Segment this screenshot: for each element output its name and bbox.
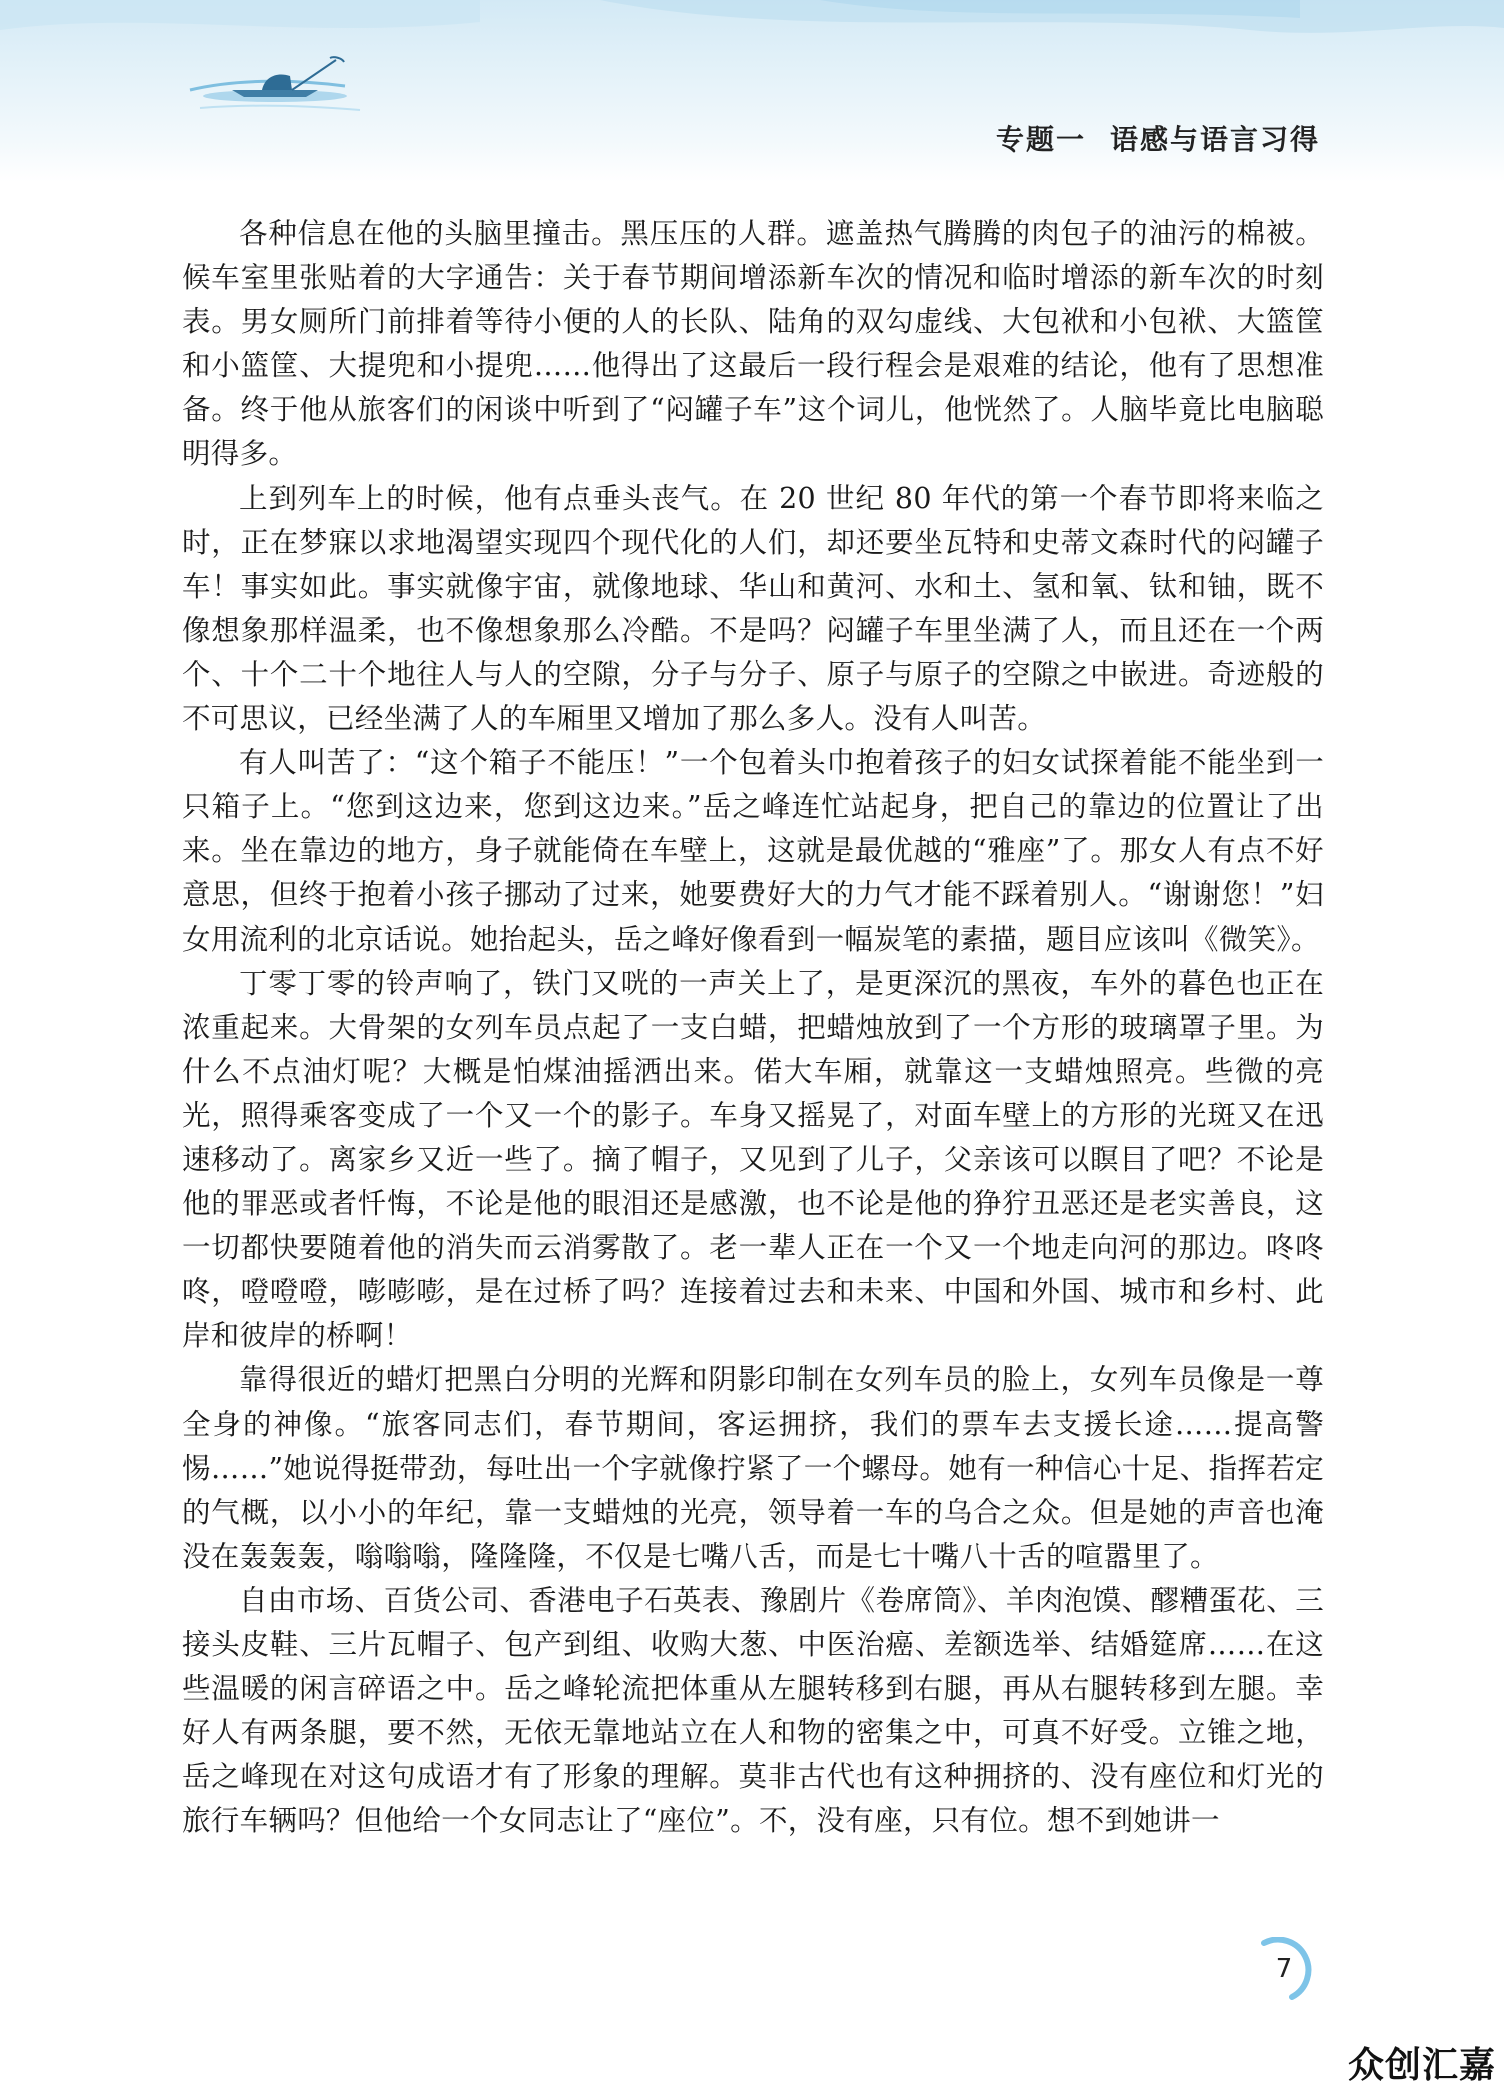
paragraph: 自由市场、百货公司、香港电子石英表、豫剧片《卷席筒》、羊肉泡馍、醪糟蛋花、三接头皮鞋、三片瓦帽子、包产到组、收购大葱、中医治癌、差额选举、结婚筵席……在这些温暖的闲言碎语之中。岳之峰轮流把体重从左腿转移到右腿，再从右腿转移到左腿。幸好人有两条腿，要不然，无依无靠地站立在人和物的密集之中，可真不好受。立锥之地，岳之峰现在对这句成语才有了形象的理解。莫非古代也有这种拥挤的、没有座位和灯光的旅行车辆吗？但他给一个女同志让了“座位”。不，没有座，只有位。想不到她讲一	[182, 1583, 1324, 1838]
page-number: 7	[1275, 1954, 1293, 1984]
chapter-heading	[996, 118, 1320, 158]
watermark: 众创汇嘉	[1347, 2045, 1496, 2086]
paragraph: 有人叫苦了：“这个箱子不能压！”一个包着头巾抱着孩子的妇女试探着能不能坐到一只箱子上。“您到这边来，您到这边来。”岳之峰连忙站起身，把自己的靠边的位置让了出来。坐在靠边的地方，身子就能倚在车壁上，这就是最优越的“雅座”了。那女人有点不好意思，但终于抱着小孩子挪动了过来，她要费好大的力气才能不踩着别人。“谢谢您！”妇女用流利的北京话说。她抬起头，岳之峰好像看到一幅炭笔的素描，题目应该叫《微笑》。	[182, 746, 1324, 956]
paragraph: 丁零丁零的铃声响了，铁门又咣的一声关上了，是更深沉的黑夜，车外的暮色也正在浓重起来。大骨架的女列车员点起了一支白蜡，把蜡烛放到了一个方形的玻璃罩子里。为什么不点油灯呢？大概是怕煤油摇洒出来。偌大车厢，就靠这一支蜡烛照亮。些微的亮光，照得乘客变成了一个又一个的影子。车身又摇晃了，对面车壁上的方形的光斑又在迅速移动了。离家乡又近一些了。摘了帽子，又见到了儿子，父亲该可以瞑目了吧？不论是他的罪恶或者忏悔，不论是他的眼泪还是感激，也不论是他的狰狞丑恶还是老实善良，这一切都快要随着他的消失而云消雾散了。老一辈人正在一个又一个地走向河的那边。咚咚咚，噔噔噔，嘭嘭嘭，是在过桥了吗？连接着过去和未来、中国和外国、城市和乡村、此岸和彼岸的桥啊！	[182, 966, 1324, 1353]
paragraph: 靠得很近的蜡灯把黑白分明的光辉和阴影印制在女列车员的脸上，女列车员像是一尊全身的神像。“旅客同志们，春节期间，客运拥挤，我们的票车去支援长途……提高警惕……”她说得挺带劲，每吐出一个字就像拧紧了一个螺母。她有一种信心十足、指挥若定的气概，以小小的年纪，靠一支蜡烛的光亮，领导着一车的乌合之众。但是她的声音也淹没在轰轰轰，嗡嗡嗡，隆隆隆，不仅是七嘴八舌，而是七十嘴八十舌的喧嚣里了。	[182, 1363, 1324, 1573]
page-number-badge	[1252, 1937, 1316, 2001]
body-text	[182, 212, 1324, 1843]
paragraph: 各种信息在他的头脑里撞击。黑压压的人群。遮盖热气腾腾的肉包子的油污的棉被。候车室里张贴着的大字通告：关于春节期间增添新车次的情况和临时增添的新车次的时刻表。男女厕所门前排着等待小便的人的长队、陆角的双勾虚线、大包袱和小包袱、大篮筐和小篮筐、大提兜和小提兜……他得出了这最后一段行程会是艰难的结论，他有了思想准备。终于他从旅客们的闲谈中听到了“闷罐子车”这个词儿，他恍然了。人脑毕竟比电脑聪明得多。	[182, 217, 1324, 471]
paragraph: 上到列车上的时候，他有点垂头丧气。在 20 世纪 80 年代的第一个春节即将来临之时，正在梦寐以求地渴望实现四个现代化的人们，却还要坐瓦特和史蒂文森时代的闷罐子车！事实如此。事实就像宇宙，就像地球、华山和黄河、水和土、氢和氧、钛和铀，既不像想象那样温柔，也不像想象那么冷酷。不是吗？闷罐子车里坐满了人，而且还在一个两个、十个二十个地往人与人的空隙，分子与分子、原子与原子的空隙之中嵌进。奇迹般的不可思议，已经坐满了人的车厢里又增加了那么多人。没有人叫苦。	[182, 481, 1324, 736]
chapter-label: 专题一	[995, 123, 1086, 156]
chapter-title: 语感与语言习得	[1109, 123, 1320, 156]
header-banner	[0, 0, 1504, 182]
